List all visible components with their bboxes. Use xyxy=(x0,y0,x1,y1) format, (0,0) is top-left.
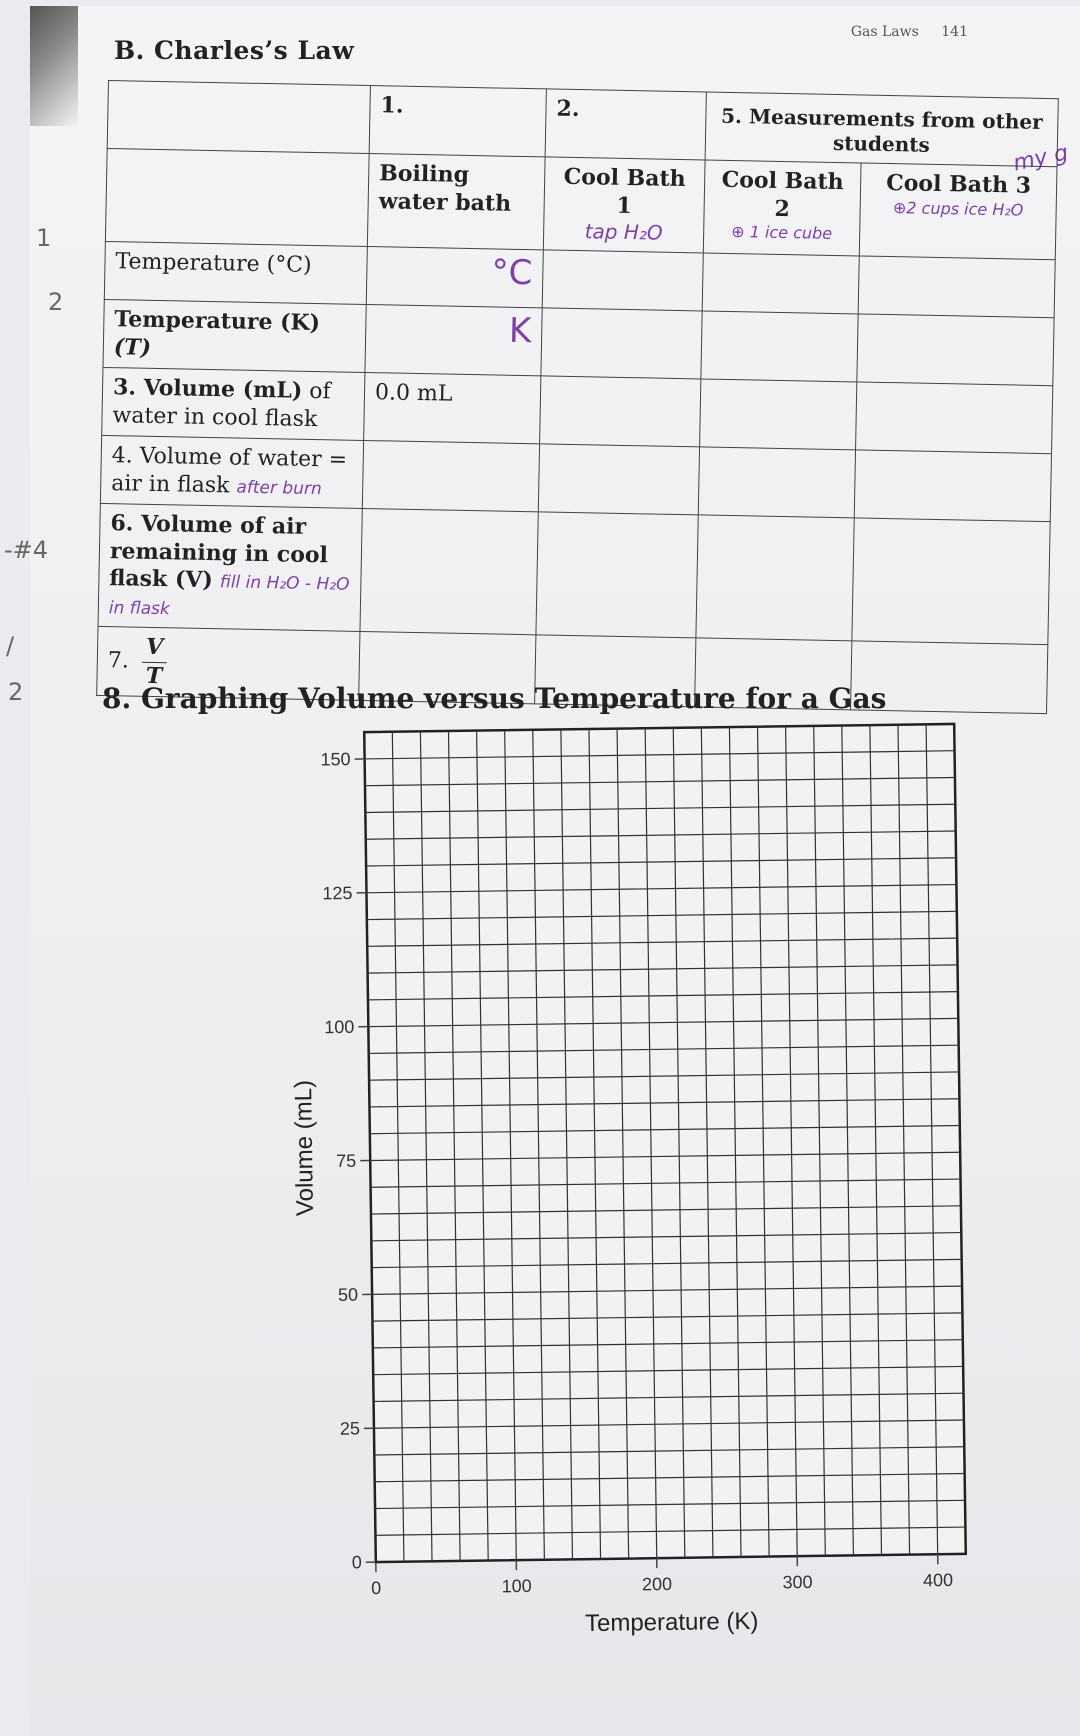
cell-empty xyxy=(700,379,857,450)
row-label-temp-k-main: Temperature (K) xyxy=(114,306,321,337)
cell-empty xyxy=(362,440,539,511)
header-cool-bath-2-label: Cool Bath 2 xyxy=(721,166,844,222)
cell-empty xyxy=(541,308,702,379)
col-number-5-other-students: 5. Measurements from other students xyxy=(705,92,1058,167)
cell-empty xyxy=(536,512,698,638)
row-label-volume-water-rest: of water in cool flask xyxy=(112,378,331,432)
x-axis-title: Temperature (K) xyxy=(584,1607,759,1638)
row-label-temp-k-symbol: (T) xyxy=(113,333,152,361)
row-label-volume-air-remaining xyxy=(98,503,362,631)
cell-empty xyxy=(701,311,858,382)
row-label-volume-air-remaining-main: 6. Volume of air remaining in cool flask (V) xyxy=(109,510,329,594)
header-cool-bath-1-label: Cool Bath 1 xyxy=(563,163,686,219)
page-number: 141 xyxy=(941,24,968,40)
cell-empty xyxy=(696,515,854,641)
cell-temp-k-boiling xyxy=(365,304,542,375)
row-label-volume-water-main: 3. Volume (mL) xyxy=(112,374,303,404)
row-label-temp-c: Temperature (°C) xyxy=(104,241,367,304)
header-cool-bath-2 xyxy=(703,160,861,256)
fraction-numerator: V xyxy=(142,634,168,663)
col-number-1: 1. xyxy=(369,86,546,157)
row-label-temp-k xyxy=(103,299,366,372)
running-head xyxy=(851,24,968,40)
handwritten-my-note: my g xyxy=(1010,140,1070,177)
x-tick-label: 100 xyxy=(501,1575,532,1597)
y-tick-label: 75 xyxy=(336,1150,357,1171)
hand-unit-kelvin: K xyxy=(508,310,532,352)
cell-empty xyxy=(360,508,538,634)
y-tick-label: 125 xyxy=(322,882,353,904)
header-cool-bath-3 xyxy=(859,163,1057,260)
section-title: B. Charles’s Law xyxy=(114,36,355,65)
y-tick-label: 50 xyxy=(337,1284,359,1305)
x-tick-label: 400 xyxy=(922,1570,954,1591)
cell-empty xyxy=(702,253,859,314)
x-tick-label: 300 xyxy=(782,1571,813,1593)
table-cell-empty xyxy=(105,148,369,246)
cell-volume-water-boiling: 0.0 mL xyxy=(364,372,541,443)
fraction-denominator: T xyxy=(145,662,163,689)
table-row-col-headers xyxy=(105,148,1057,259)
x-tick-label: 0 xyxy=(371,1578,382,1599)
header-cool-bath-1-note: tap H₂O xyxy=(584,219,663,245)
charles-law-table xyxy=(96,80,1059,714)
col-number-2: 2. xyxy=(545,89,706,160)
cell-empty xyxy=(856,382,1053,454)
y-axis-title: Volume (mL) xyxy=(290,1079,319,1217)
header-cool-bath-1 xyxy=(543,157,705,253)
margin-mark-row1: 1 xyxy=(36,224,52,252)
margin-mark-row2: 2 xyxy=(48,288,64,316)
row-label-v-over-t-num: 7. xyxy=(107,648,130,674)
running-head-title: Gas Laws xyxy=(850,24,919,40)
cell-empty xyxy=(852,518,1050,645)
graph-title: 8. Graphing Volume versus Temperature for a Gas xyxy=(102,682,887,715)
y-tick-label: 100 xyxy=(324,1016,355,1038)
table-row-volume-air-remaining xyxy=(98,503,1050,644)
graph-paper-group xyxy=(285,724,967,1641)
cell-temp-c-boiling xyxy=(366,247,543,308)
hand-unit-celsius: °C xyxy=(491,252,533,294)
row-label-volume-air-flask-main: 4. Volume of water = air in flask xyxy=(111,443,348,499)
cell-empty xyxy=(854,450,1051,522)
worksheet-page xyxy=(4,6,1080,1736)
cell-empty xyxy=(542,250,703,311)
row-label-volume-air-flask xyxy=(100,435,363,508)
y-tick-label: 150 xyxy=(320,749,351,770)
header-cool-bath-3-label: Cool Bath 3 xyxy=(885,169,1032,199)
header-cool-bath-3-note: ⊕2 cups ice H₂O xyxy=(892,197,1024,220)
volume-temperature-graph xyxy=(260,716,980,1676)
margin-mark-row7: / xyxy=(6,632,15,660)
page-corner-shadow xyxy=(30,6,78,126)
row-label-volume-air-flask-note: after burn xyxy=(236,477,322,499)
cell-empty xyxy=(698,447,855,518)
cell-empty xyxy=(538,444,699,515)
header-cool-bath-2-note: ⊕ 1 ice cube xyxy=(731,221,833,243)
row-label-volume-water xyxy=(102,367,365,440)
table-cell-empty xyxy=(107,81,370,154)
cell-empty xyxy=(540,376,701,447)
graph-area xyxy=(260,716,980,1676)
header-boiling-water-bath: Boiling water bath xyxy=(367,154,545,250)
margin-mark-graph: 2 xyxy=(8,678,24,706)
cell-empty xyxy=(858,256,1055,318)
margin-mark-row6: -#4 xyxy=(4,536,49,564)
y-tick-label: 0 xyxy=(351,1552,362,1573)
y-tick-label: 25 xyxy=(339,1418,361,1439)
x-tick-label: 200 xyxy=(641,1573,673,1595)
cell-empty xyxy=(857,314,1054,386)
row-label-volume-air-remaining-note: fill in H₂O - H₂O in flask xyxy=(108,572,350,619)
